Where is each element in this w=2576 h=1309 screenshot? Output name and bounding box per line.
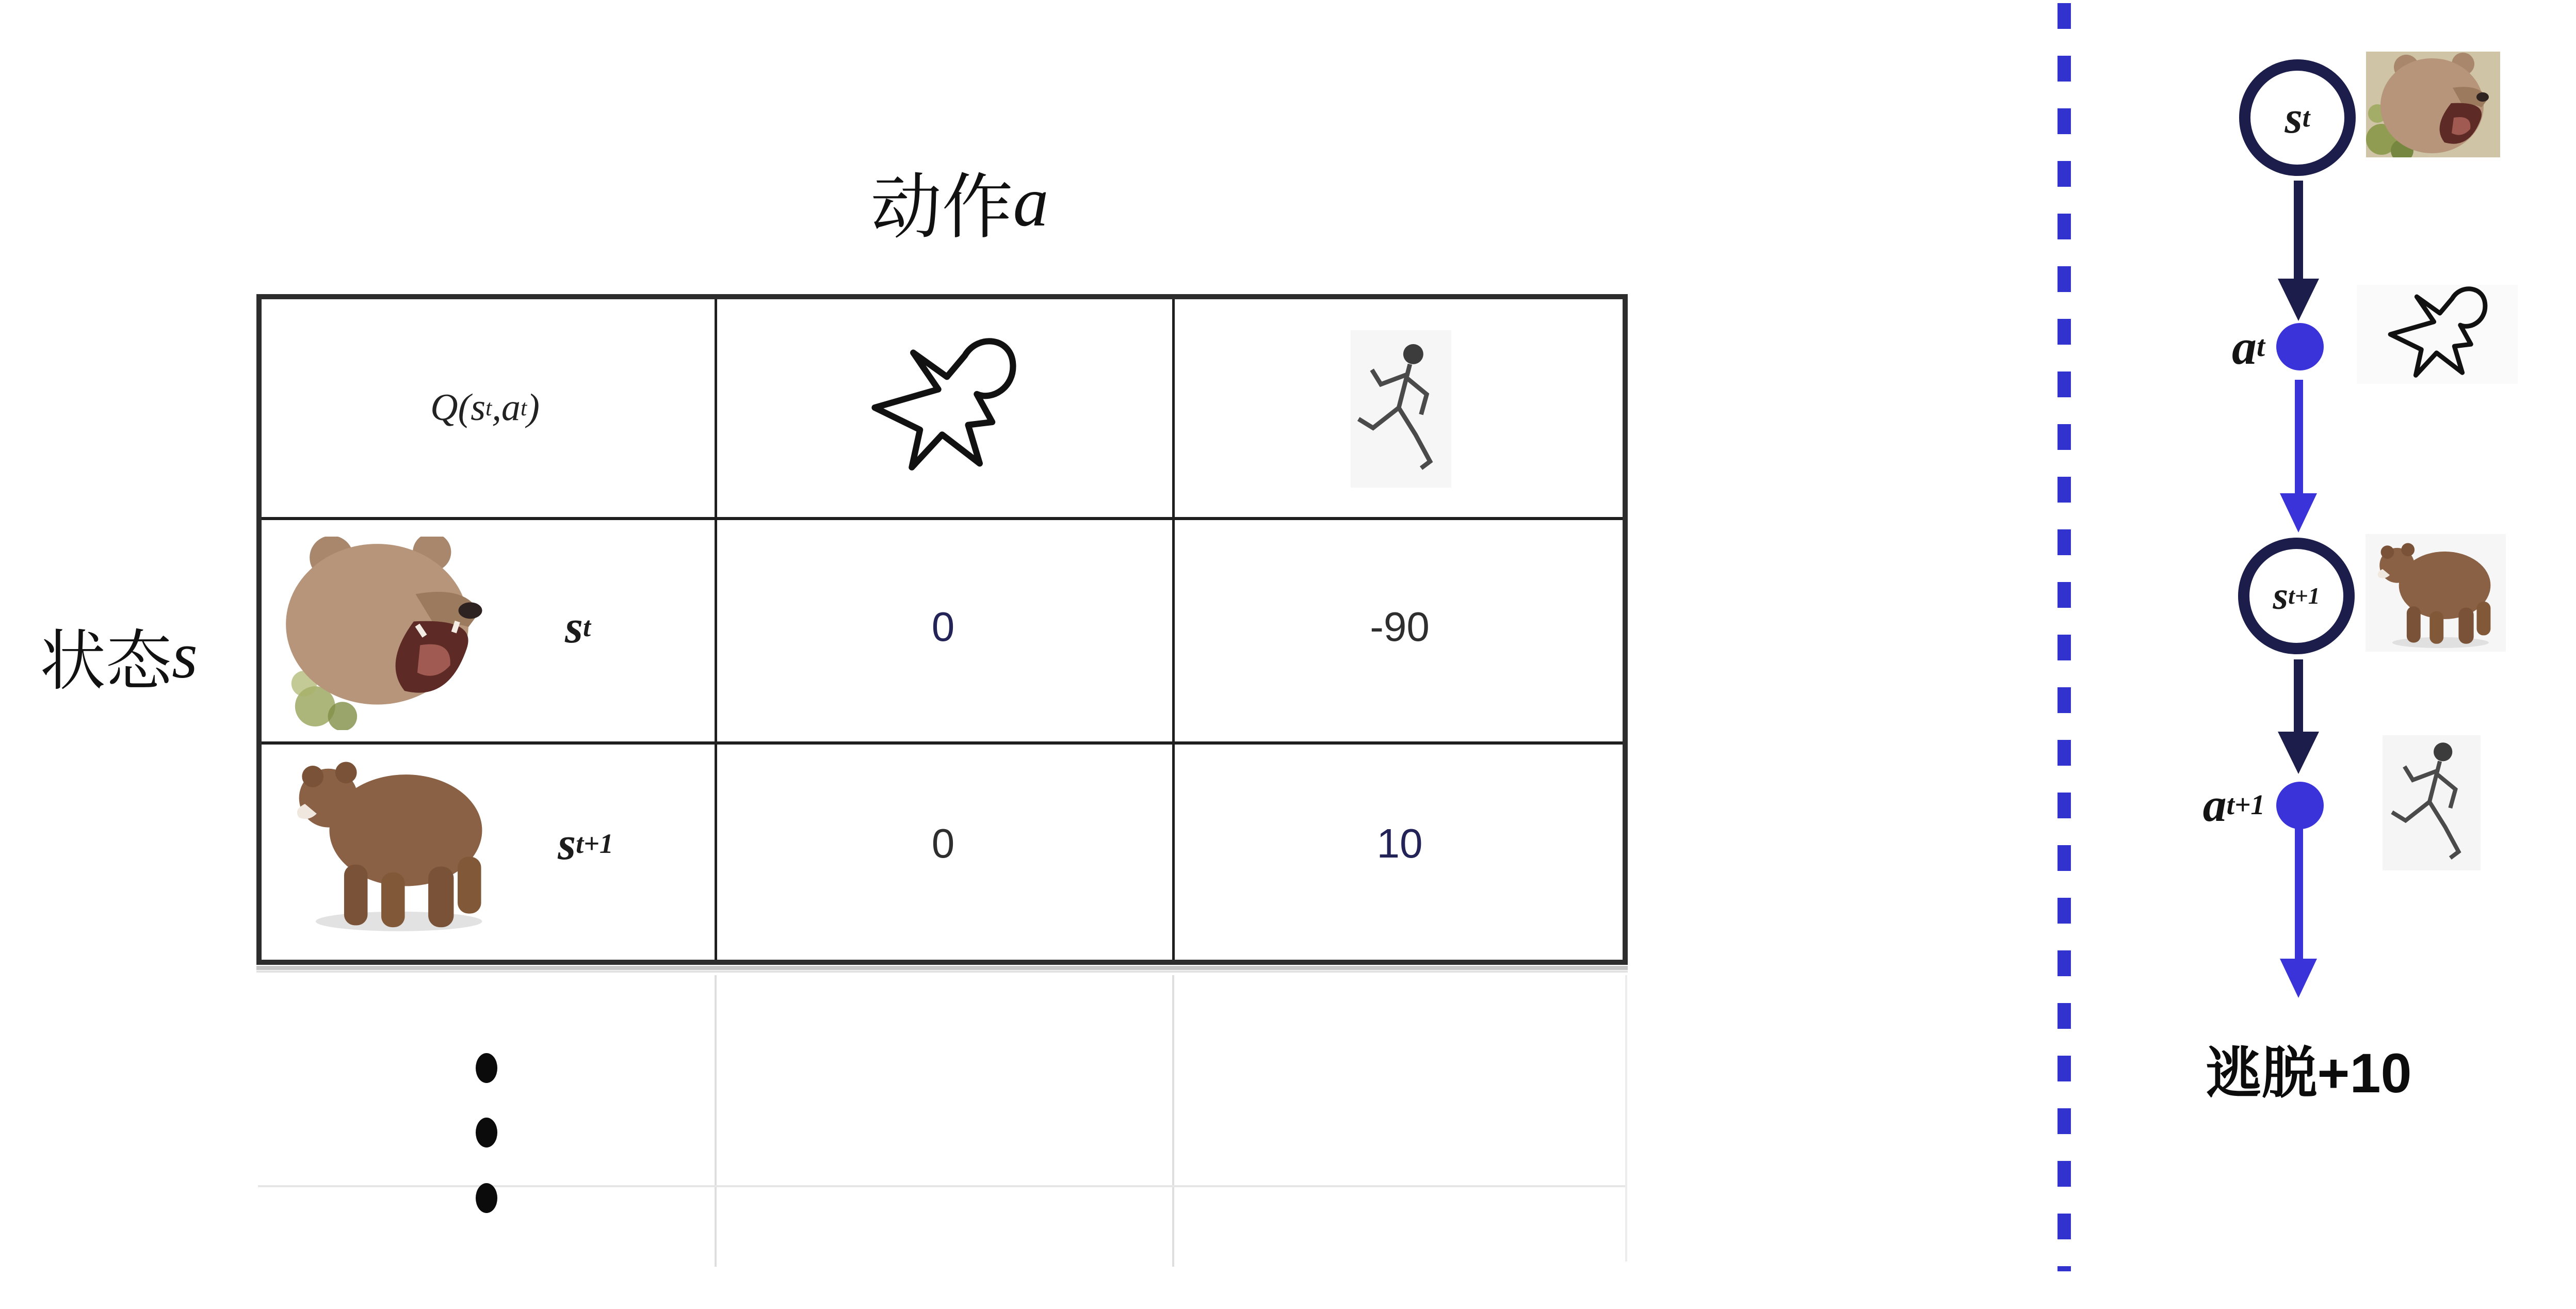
q-table-row-divider-2 xyxy=(262,741,1623,745)
q-value-st-playdead: 0 xyxy=(931,604,955,650)
q-corner-p1: Q(s xyxy=(430,386,486,429)
arrow-at1-to-reward-shaft xyxy=(2295,828,2303,960)
faint-row-line xyxy=(258,1185,1625,1187)
q-table-row-divider-1 xyxy=(262,517,1623,520)
action-title-variable: a xyxy=(1013,161,1049,241)
faint-column-line-right xyxy=(1625,975,1627,1262)
q-value-st1-playdead: 0 xyxy=(931,820,955,866)
state-label-variable: s xyxy=(172,618,198,692)
state-axis-label xyxy=(21,611,217,699)
q-corner-label: Q(s t ,a t ) xyxy=(430,386,540,429)
action-axis-title xyxy=(764,155,1156,248)
q-corner-p3: ) xyxy=(527,386,540,429)
table-reflection-band-light xyxy=(256,971,1628,973)
q-table-column-divider-1 xyxy=(715,299,717,960)
state-st-label: s t xyxy=(564,601,591,653)
arrow-at-to-st1-head xyxy=(2280,493,2317,532)
q-value-st1-run: 10 xyxy=(1376,820,1423,866)
arrow-at-to-st1-shaft xyxy=(2295,380,2303,494)
arrow-st1-to-at1-shaft xyxy=(2294,659,2303,733)
q-value-st-run: -90 xyxy=(1370,604,1430,650)
running-icon-sequence xyxy=(2383,735,2481,870)
arrow-st1-to-at1-head xyxy=(2278,732,2319,774)
state-node-st: s t xyxy=(2239,59,2356,176)
q-table-column-divider-2 xyxy=(1172,299,1175,960)
roaring-bear-image xyxy=(279,537,516,730)
ellipsis-dot-1 xyxy=(476,1053,497,1083)
action-node-at1 xyxy=(2276,782,2324,829)
play-dead-icon xyxy=(855,335,1031,480)
q-corner-p2: ,a xyxy=(492,386,521,429)
node-st-base: s xyxy=(2285,92,2303,143)
state-node-st1: s t+1 xyxy=(2238,538,2355,654)
faint-column-line-2 xyxy=(1172,975,1174,1267)
faint-column-line-1 xyxy=(715,975,717,1267)
action-node-at xyxy=(2276,323,2324,370)
play-dead-icon-sequence xyxy=(2357,285,2518,384)
state-st1-label: s t+1 xyxy=(558,818,613,869)
ellipsis-dot-3 xyxy=(476,1183,497,1213)
arrow-at1-to-reward-head xyxy=(2280,959,2317,998)
action-title-cjk: 动作 xyxy=(870,168,1013,247)
action-at1-label: a t+1 xyxy=(2202,779,2265,831)
action-at-base: a xyxy=(2231,319,2257,375)
walking-bear-photo xyxy=(2366,534,2506,652)
roaring-bear-photo xyxy=(2366,52,2501,157)
walking-bear-image xyxy=(283,747,499,938)
reward-label: 逃脱+10 xyxy=(2206,1041,2412,1104)
state-st1-base: s xyxy=(558,818,576,869)
state-label-cjk: 状态 xyxy=(40,625,172,698)
running-icon xyxy=(1351,330,1451,488)
arrow-st-to-at-head xyxy=(2278,279,2319,321)
arrow-st-to-at-shaft xyxy=(2294,181,2303,280)
action-at1-base: a xyxy=(2202,779,2227,831)
table-reflection-band xyxy=(256,966,1628,970)
ellipsis-dot-2 xyxy=(476,1118,497,1148)
node-st1-base: s xyxy=(2273,574,2289,618)
state-st-base: s xyxy=(564,601,583,653)
dashed-divider-line xyxy=(2057,3,2071,1271)
action-at-label: a t xyxy=(2231,319,2265,375)
